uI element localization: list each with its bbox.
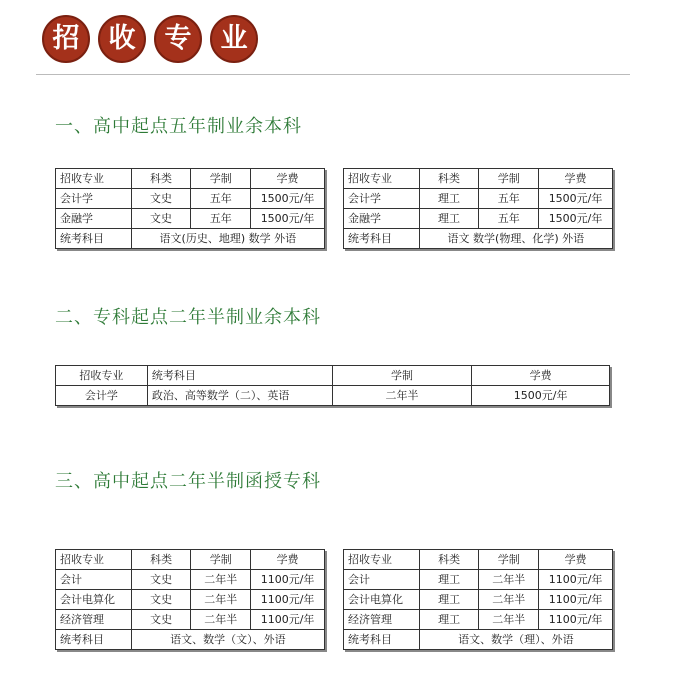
section1-table-right <box>343 168 613 249</box>
cell-duration: 二年半 <box>479 570 539 590</box>
cell-exam-value: 语文、数学（理）、外语 <box>419 630 612 650</box>
table-row <box>56 209 325 229</box>
th-duration: 学制 <box>479 550 539 570</box>
table-row <box>344 189 613 209</box>
cell-major: 会计 <box>56 570 132 590</box>
section3-title: 三、高中起点二年半制函授专科 <box>55 471 321 492</box>
cell-duration: 五年 <box>191 209 251 229</box>
table-row <box>344 209 613 229</box>
th-duration: 学制 <box>332 366 472 386</box>
cell-category: 理工 <box>419 570 479 590</box>
cell-major: 会计电算化 <box>56 590 132 610</box>
cell-duration: 二年半 <box>191 570 251 590</box>
table-row <box>344 229 613 249</box>
cell-exam-value: 语文 数学(物理、化学) 外语 <box>419 229 612 249</box>
cell-major: 金融学 <box>344 209 420 229</box>
table-row <box>344 610 613 630</box>
cell-duration: 五年 <box>479 209 539 229</box>
th-category: 科类 <box>419 550 479 570</box>
cell-tuition: 1500元/年 <box>472 386 610 406</box>
cell-major: 会计学 <box>56 189 132 209</box>
cell-major: 经济管理 <box>56 610 132 630</box>
cell-category: 文史 <box>131 209 191 229</box>
cell-tuition: 1100元/年 <box>251 590 325 610</box>
th-duration: 学制 <box>191 169 251 189</box>
table-row <box>56 189 325 209</box>
th-major: 招收专业 <box>56 550 132 570</box>
cell-category: 理工 <box>419 590 479 610</box>
table-row <box>56 386 610 406</box>
cell-duration: 二年半 <box>479 590 539 610</box>
section2-table <box>55 365 610 406</box>
cell-exam-label: 统考科目 <box>56 229 132 249</box>
header-char-3: 专 <box>154 15 202 63</box>
th-major: 招收专业 <box>344 550 420 570</box>
cell-tuition: 1100元/年 <box>539 570 613 590</box>
cell-major: 会计学 <box>344 189 420 209</box>
cell-duration: 二年半 <box>479 610 539 630</box>
header-char-1: 招 <box>42 15 90 63</box>
cell-tuition: 1500元/年 <box>539 189 613 209</box>
cell-major: 会计电算化 <box>344 590 420 610</box>
header-divider <box>36 74 630 75</box>
cell-tuition: 1100元/年 <box>539 590 613 610</box>
cell-category: 文史 <box>131 570 191 590</box>
cell-exam-label: 统考科目 <box>344 630 420 650</box>
cell-tuition: 1500元/年 <box>251 189 325 209</box>
cell-tuition: 1100元/年 <box>251 610 325 630</box>
cell-duration: 二年半 <box>191 610 251 630</box>
cell-category: 理工 <box>419 189 479 209</box>
th-exam-subjects: 统考科目 <box>147 366 332 386</box>
table-row <box>56 229 325 249</box>
cell-major: 经济管理 <box>344 610 420 630</box>
th-major: 招收专业 <box>56 366 148 386</box>
table-row <box>56 630 325 650</box>
cell-tuition: 1500元/年 <box>539 209 613 229</box>
th-tuition: 学费 <box>251 169 325 189</box>
cell-duration: 二年半 <box>332 386 472 406</box>
header-char-2: 收 <box>98 15 146 63</box>
th-category: 科类 <box>131 550 191 570</box>
cell-category: 理工 <box>419 610 479 630</box>
cell-exam-value: 语文(历史、地理) 数学 外语 <box>131 229 324 249</box>
cell-major: 会计学 <box>56 386 148 406</box>
section1-title: 一、高中起点五年制业余本科 <box>55 116 302 137</box>
cell-exam-label: 统考科目 <box>56 630 132 650</box>
cell-category: 理工 <box>419 209 479 229</box>
table-row <box>56 590 325 610</box>
th-duration: 学制 <box>479 169 539 189</box>
section3-table-left <box>55 549 325 650</box>
section3-table-right <box>343 549 613 650</box>
cell-duration: 五年 <box>479 189 539 209</box>
th-duration: 学制 <box>191 550 251 570</box>
table-row <box>344 630 613 650</box>
cell-tuition: 1500元/年 <box>251 209 325 229</box>
cell-duration: 二年半 <box>191 590 251 610</box>
cell-category: 文史 <box>131 189 191 209</box>
cell-major: 会计 <box>344 570 420 590</box>
table-row <box>344 590 613 610</box>
section2-title: 二、专科起点二年半制业余本科 <box>55 307 321 328</box>
cell-duration: 五年 <box>191 189 251 209</box>
th-category: 科类 <box>419 169 479 189</box>
cell-exam-label: 统考科目 <box>344 229 420 249</box>
cell-major: 金融学 <box>56 209 132 229</box>
cell-exam-value: 语文、数学（文）、外语 <box>131 630 324 650</box>
cell-category: 文史 <box>131 610 191 630</box>
cell-category: 文史 <box>131 590 191 610</box>
table-row <box>56 610 325 630</box>
header-char-4: 业 <box>210 15 258 63</box>
cell-tuition: 1100元/年 <box>251 570 325 590</box>
th-tuition: 学费 <box>539 550 613 570</box>
th-major: 招收专业 <box>56 169 132 189</box>
th-category: 科类 <box>131 169 191 189</box>
table-row <box>344 570 613 590</box>
cell-tuition: 1100元/年 <box>539 610 613 630</box>
th-tuition: 学费 <box>251 550 325 570</box>
table-row <box>56 570 325 590</box>
cell-exam-subjects: 政治、高等数学（二）、英语 <box>147 386 332 406</box>
th-tuition: 学费 <box>472 366 610 386</box>
th-major: 招收专业 <box>344 169 420 189</box>
section1-table-left <box>55 168 325 249</box>
th-tuition: 学费 <box>539 169 613 189</box>
